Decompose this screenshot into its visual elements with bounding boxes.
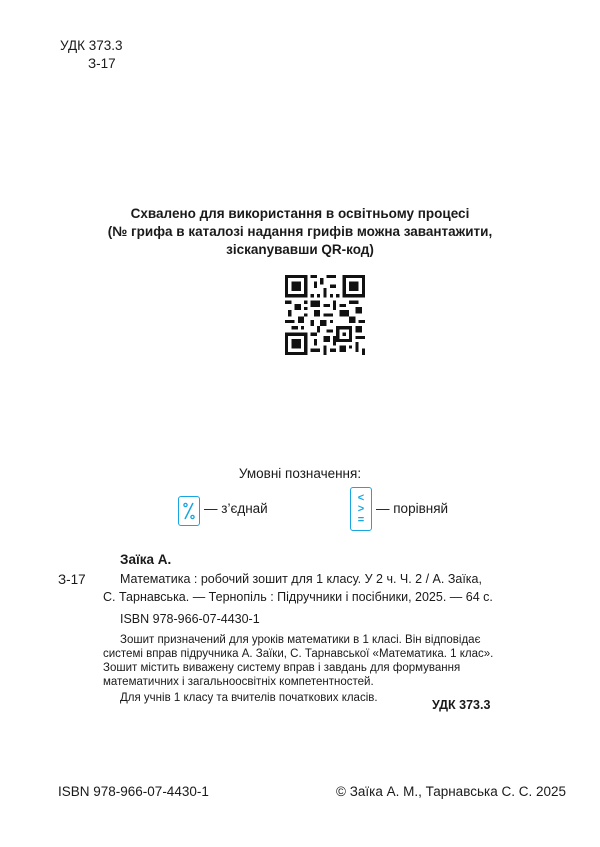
compare-icon <box>350 487 372 531</box>
connect-label: — з’єднай <box>204 501 268 516</box>
footer-copyright: © Заїка А. М., Тарнавська С. С. 2025 <box>336 784 566 799</box>
approval-note-line1: (№ грифа в каталозі надання грифів можна завантажити, <box>107 224 493 239</box>
catalog-udk: УДК 373.3 <box>432 698 491 712</box>
greater-than-symbol: > <box>357 502 365 515</box>
udk-header: УДК 373.3 <box>60 38 123 53</box>
catalog-code: З-17 <box>58 572 86 587</box>
equals-symbol: = <box>357 513 365 526</box>
qr-code <box>285 275 365 355</box>
approval-note-line2: зіскanувавши QR-код) <box>226 242 374 257</box>
audience-note: Для учнів 1 класу та вчителів початкових класів. <box>120 692 378 704</box>
abstract-line-2: системі вправ підручника А. Заїки, С. Тарнавської «Математика. 1 клас». <box>103 648 494 660</box>
catalog-isbn: ISBN 978-966-07-4430-1 <box>120 612 260 626</box>
bibliographic-line-2: С. Тарнавська. — Тернопіль : Підручники і посібники, 2025. — 64 с. <box>103 590 493 604</box>
legend-title: Умовні позначення: <box>238 466 362 481</box>
compare-label: — порівняй <box>376 501 449 516</box>
catalog-code-header: З-17 <box>88 56 116 71</box>
bibliographic-line-1: Математика : робочий зошит для 1 класу. У 2 ч. Ч. 2 / А. Заїка, <box>120 572 482 586</box>
connect-icon <box>178 496 200 526</box>
abstract-line-4: математичних і загальноосвітніх компетентностей. <box>103 676 374 688</box>
catalog-author: Заїка А. <box>120 552 172 567</box>
abstract-line-1: Зошит призначений для уроків математики в 1 класі. Він відповідає <box>120 634 481 646</box>
footer-isbn: ISBN 978-966-07-4430-1 <box>58 784 209 799</box>
abstract-line-3: Зошит містить виважену систему вправ і завдань для формування <box>103 662 461 674</box>
approval-title: Схвалено для використання в освітньому процесі <box>130 206 470 221</box>
less-than-symbol: < <box>357 491 365 504</box>
